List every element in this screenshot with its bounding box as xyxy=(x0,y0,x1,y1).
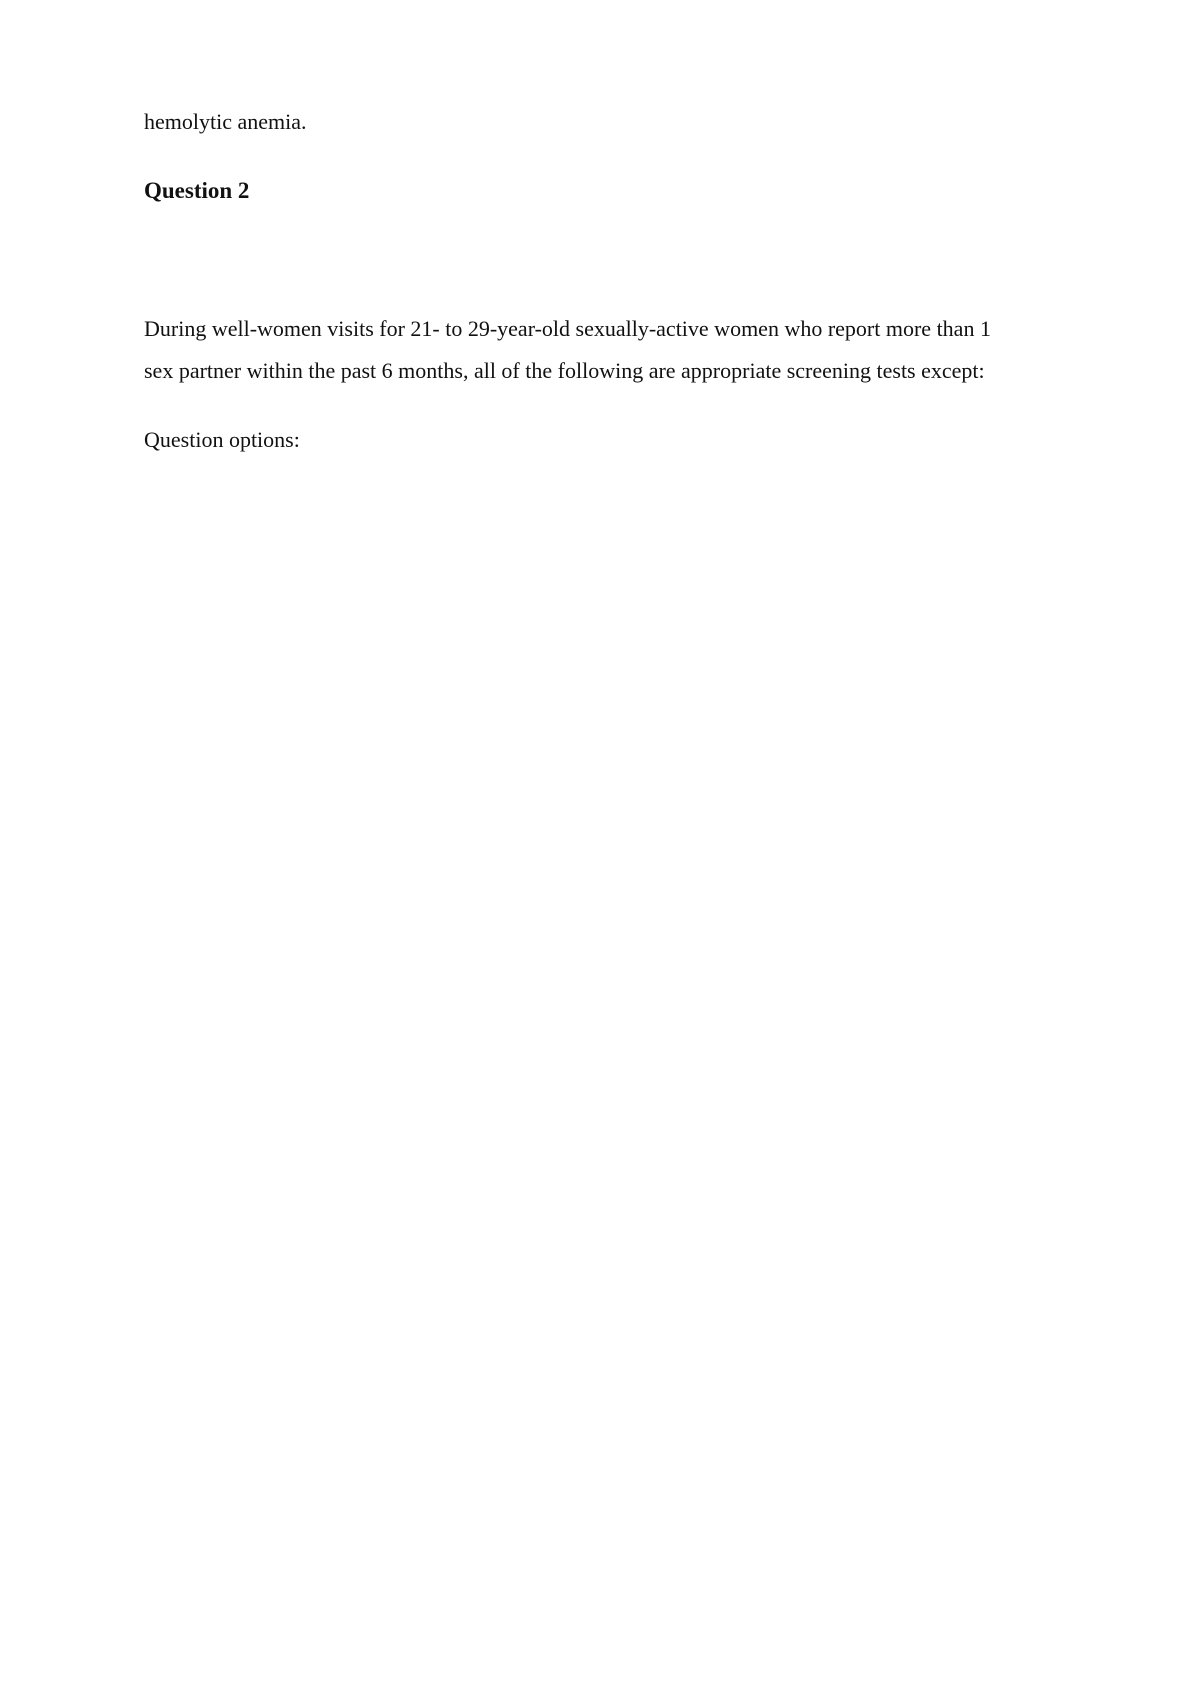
question-heading: Question 2 xyxy=(144,178,250,203)
question-text-line-2: sex partner within the past 6 months, all of the following are appropriate screening tests except: xyxy=(144,358,985,383)
question-options-label: Question options: xyxy=(144,427,300,452)
question-text-line-1: During well-women visits for 21- to 29-year-old sexually-active women who report more than 1 xyxy=(144,316,991,341)
previous-answer-tail: hemolytic anemia. xyxy=(144,109,307,134)
